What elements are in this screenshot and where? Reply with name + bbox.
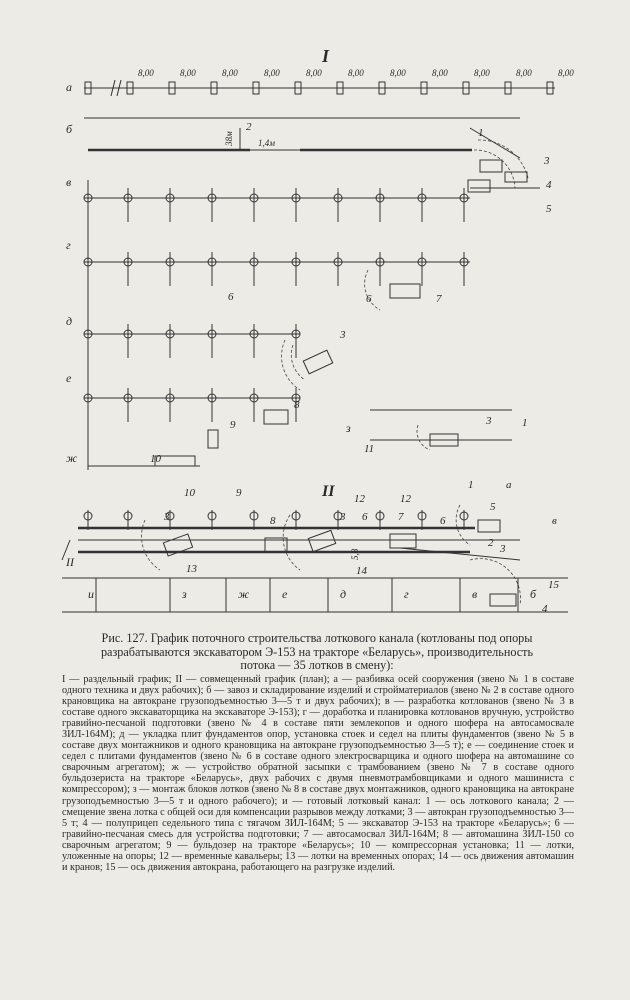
callout-number: a <box>506 479 512 491</box>
spacing-label: 8,00 <box>474 68 490 78</box>
zone-label: з <box>182 587 187 601</box>
callout-number: 8 <box>270 515 276 527</box>
callout-number: 12 <box>354 493 365 505</box>
pier-grid <box>84 188 470 422</box>
caption-line-3: потока — 35 лотков в смену): <box>240 658 394 673</box>
callout-number: 5 <box>546 203 552 215</box>
caption-line-1: Рис. 127. График поточного строительства лоткового канала (котлованы под опоры <box>101 631 533 645</box>
zone-label: ж <box>238 587 250 601</box>
callout-number: 1 <box>468 479 474 491</box>
row-label: в <box>66 175 72 189</box>
row-label: д <box>66 314 73 328</box>
spacing-label: 8,00 <box>558 68 574 78</box>
callout-number: 4 <box>546 179 552 191</box>
legend-text: I — раздельный график; II — совмещенный график (план); а — разбивка осей сооружения (звено № 1 в составе одного техника и двух рабочих); б — завоз и складирование изделий и стройматериалов (звено № 2 в составе одного крановщика на автокране грузоподъемностью 3—5 т и двух рабочих); в — разработка котлованов (звено № 3 в составе одного экскаваторщика на экскаваторе Э-153); г — доработка и планировка котлованов вручную, устройство гравийно-песчаной подготовки (звено № 4 в составе пяти землекопов и одного шофера на автосамосвале ЗИЛ-164М); д — укладка плит фундаментов опор, установка стоек и седел на плиты фундаментов (звено № 5 в составе двух монтажников и одного крановщика на автокране грузоподъемностью 3—5 т); е — соединение стоек и седел с плитами фундаментов (звено № 6 в составе одного электросварщика и одного шофера на автомашине со сварочным агрегатом); ж — устройство обратной засыпки с трамбованием (звено № 7 в составе одного бульдозериста на тракторе «Беларусь», двух рабочих с двумя пневмотрамбовщиками и одного машиниста с компрессором); з — монтаж блоков лотков (звено № 8 в составе двух монтажников, одного крановщика на автокране грузоподъемностью 3—5 т и одного рабочего); и — готовый лотковый канал: 1 — ось лоткового канала; 2 — смещение звена лотка с общей оси для компенсации разрывов между лотками; 3 — автокран грузоподъемностью 3—5 т; 4 — полуприцеп седельного типа с тягачом ЗИЛ-164М; 5 — экскаватор Э-153 на тракторе «Беларусь»; 6 — гравийно-песчаная смесь для устройства подготовки; 7 — автосамосвал ЗИЛ-164М; 8 — автомашина ЗИЛ-150 со сварочным агрегатом; 9 — бульдозер на тракторе «Беларусь»; 10 — компрессорная установка; 11 — лотки, уложенные на опоры; 12 — временные кавальеры; 13 — лотки на временных опорах; 14 — ось движения автомашин и кранов; 15 — ось движения автокрана, работающего на разгрузке изделий. <box>62 674 574 873</box>
row-label: а <box>66 80 72 94</box>
spacing-label: 8,00 <box>306 68 322 78</box>
callout-number: 8 <box>294 399 300 411</box>
callout-number: 3 <box>500 543 506 555</box>
spacing-label: 8,00 <box>516 68 532 78</box>
callout-number: 6 <box>366 293 372 305</box>
callout-number: в <box>552 515 557 527</box>
spacing-label: 8,00 <box>432 68 448 78</box>
zone-label: г <box>404 587 409 601</box>
caption-line-2: разрабатываются экскаватором Э-153 на тракторе «Беларусь», производительность <box>100 644 534 659</box>
callout-number: 6 <box>440 515 446 527</box>
spacing-label: 8,00 <box>222 68 238 78</box>
callout-number: 1 <box>478 127 484 139</box>
callout-number: 9 <box>230 419 236 431</box>
callout-number: 2 <box>246 121 252 133</box>
callout-number: 7 <box>398 511 404 523</box>
part-label-I: I <box>322 46 330 66</box>
callout-number: 11 <box>364 443 375 455</box>
callout-number: 13 <box>186 563 197 575</box>
part-label-II: II <box>322 483 335 500</box>
zone-label: б <box>530 587 537 601</box>
spacing-label: 8,00 <box>390 68 406 78</box>
callout-number: 14 <box>356 565 367 577</box>
dim-58: 5,8 <box>350 548 360 560</box>
callout-number: 6 <box>362 511 368 523</box>
combined-plan <box>62 505 568 612</box>
figure-caption <box>62 632 572 673</box>
callout-number: 4 <box>542 603 548 615</box>
callout-number: 7 <box>436 293 442 305</box>
equipment-sketches <box>88 270 512 466</box>
callout-number: 2 <box>488 537 494 549</box>
spacing-label: 8,00 <box>264 68 280 78</box>
ii-mark: II <box>66 555 74 569</box>
zone-label: д <box>340 587 347 601</box>
callout-number: 10 <box>184 487 195 499</box>
callout-number: 5 <box>490 501 496 513</box>
callout-number: 6 <box>228 291 234 303</box>
spacing-label: 8,00 <box>348 68 364 78</box>
callout-number: 3 <box>486 415 492 427</box>
spacing-label: 8,00 <box>138 68 154 78</box>
callout-number: 3 <box>544 155 550 167</box>
callout-number: 10 <box>150 453 161 465</box>
row-label: з <box>346 421 351 435</box>
callout-number: 9 <box>236 487 242 499</box>
dim-38m: 38м <box>224 131 234 146</box>
callout-number: 12 <box>400 493 411 505</box>
callout-number: 3 <box>340 511 346 523</box>
row-a <box>84 68 574 96</box>
dim-14m: 1,4м <box>258 138 275 148</box>
zone-label: в <box>472 587 478 601</box>
callout-number: 15 <box>548 579 559 591</box>
callout-number: 1 <box>522 417 528 429</box>
row-label: ж <box>66 451 78 465</box>
zone-label: и <box>88 587 94 601</box>
callout-number: 3 <box>340 329 346 341</box>
row-label: г <box>66 238 71 252</box>
row-b <box>84 118 540 192</box>
row-label: е <box>66 371 72 385</box>
callout-number: 3 <box>164 511 170 523</box>
zone-label: е <box>282 587 288 601</box>
figure-legend <box>62 674 574 873</box>
row-label: б <box>66 122 73 136</box>
spacing-label: 8,00 <box>180 68 196 78</box>
